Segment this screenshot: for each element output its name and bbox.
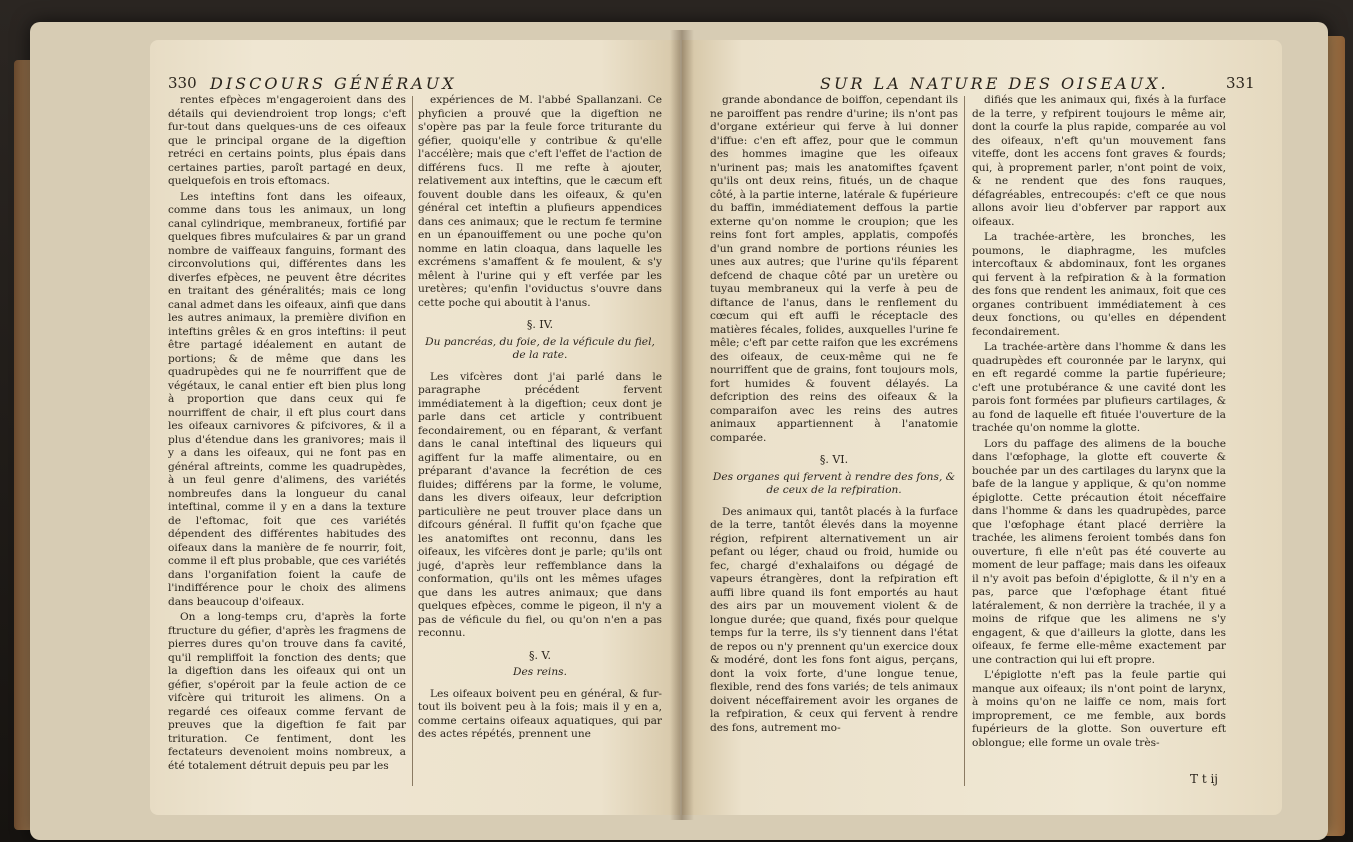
section-heading: §. VI.: [819, 453, 849, 466]
paragraph: L'épiglotte n'eft pas la feule partie qui manque aux oifeaux; ils n'ont point de larynx, à moins qu'on ne laiffe ce nom, mais fort improprement, ce me femble, aux bords fupérieurs de la glotte. Son ouverture eft oblongue; elle forme un ovale très-: [972, 669, 1226, 749]
paragraph: Les oifeaux boivent peu en général, & fur-tout ils boivent peu à la fois; mais il y en a, comme certains oifeaux aquatiques, qui par des actes répétés, prennent une: [418, 687, 662, 740]
book-gutter: [670, 30, 694, 820]
left-page-number: 330: [168, 74, 197, 92]
right-column-2: [972, 94, 1226, 752]
signature-mark: T t ij: [1190, 772, 1219, 786]
paragraph: On a long-temps cru, d'après la forte ftructure du géfier, d'après les fragmens de pierres dures qu'on trouve dans fa cavité, qu'il rempliffoit la fonction des dents; que la digeftion dans les oifeaux qui ont un géfier, s'opéroit par la feule action de ce vifcère qui trituroit les alimens. On a regardé ces oifeaux comme fervant de preuves que la digeftion fe fait par trituration. Ce fentiment, dont les fectateurs devenoient moins nombreux, a été totalement détruit depuis peu par les: [168, 611, 406, 772]
paragraph: Les vifcères dont j'ai parlé dans le paragraphe précédent fervent immédiatement à la digeftion; ceux dont je parle dans cet article y contribuent fecondairement, ou en féparant, & verfant dans le canal inteftinal des liqueurs qui agiffent fur la maffe alimentaire, ou en préparant d'avance la fecrétion de ces fluides; différens par la forme, le volume, dans les divers oifeaux, leur defcription particulière ne peut trouver place dans un difcours général. Il fuffit qu'on fçache que les anatomiftes ont reconnu, dans les oifeaux, les vifcères dont je parle; qu'ils ont jugé, d'après leur reffemblance dans la conformation, qu'ils ont les mêmes ufages que dans les autres animaux; que dans quelques efpèces, comme le pigeon, il n'y a pas de véficule du fiel, ou qu'on n'en a pas reconnu.: [418, 370, 662, 639]
paragraph: La trachée-artère, les bronches, les poumons, le diaphragme, les mufcles intercoftaux & abdominaux, font les organes qui fervent à la refpiration & à la formation des fons que rendent les animaux, foit que ces organes contribuent immédiatement à ces deux fonctions, ou qu'elles en dépendent fecondairement.: [972, 231, 1226, 338]
paragraph: difiés que les animaux qui, fixés à la furface de la terre, y refpirent toujours le même air, dont la courfe la plus rapide, comparée au vol des oifeaux, n'eft qu'un mouvement fans viteffe, dont les accens font graves & fourds; qui, à proprement parler, n'ont point de voix, & ne rendent que des fons rauques, défagréables, entrecoupés: c'eft ce que nous allons avoir lieu d'obferver par rapport aux oifeaux.: [972, 94, 1226, 228]
section-subtitle: Du pancréas, du foie, de la véficule du fiel, de la rate.: [425, 335, 655, 361]
paragraph: expériences de M. l'abbé Spallanzani. Ce phyficien a prouvé que la digeftion ne s'opère pas par la feule force triturante du géfier, quoiqu'elle y contribue & qu'elle l'accélère; mais que c'eft l'effet de l'action de différens fucs. Il me refte à ajouter, relativement aux inteftins, que le cæcum eft fouvent double dans les oifeaux, & qu'en général cet inteftin a plufieurs appendices dans ces animaux; que le rectum fe termine en un épanouiffement ou une poche qu'on nomme en latin cloaqua, dans laquelle les excrémens s'amaffent & fe moulent, & s'y mêlent à l'urine qui y eft verfée par les uretères; qu'enfin l'oviductus s'ouvre dans cette poche qui aboutit à l'anus.: [418, 94, 662, 309]
paragraph: Des animaux qui, tantôt placés à la furface de la terre, tantôt élevés dans la moyenne région, refpirent alternativement un air pefant ou léger, chaud ou froid, humide ou fec, chargé d'exhalaifons ou dégagé de vapeurs étrangères, dont la refpiration eft auffi libre quand ils font emportés au haut des airs par un mouvement violent & de longue durée; que quand, fixés pour quelque temps fur la terre, ils s'y tiennent dans l'état de repos ou n'y prennent qu'un exercice doux & modéré, dont les fons font aigus, perçans, dont la voix forte, d'une longue tenue, flexible, rend des fons variés; de tels animaux doivent néceffairement avoir les organes de la refpiration, & ceux qui fervent à rendre des fons, autrement mo-: [710, 505, 958, 734]
left-running-head: DISCOURS GÉNÉRAUX: [210, 74, 457, 93]
column-rule: [412, 96, 413, 786]
column-rule: [964, 96, 965, 786]
paragraph: La trachée-artère dans l'homme & dans les quadrupèdes eft couronnée par le larynx, qui en eft regardé comme la partie fupérieure; c'eft une protubérance & une cavité dont les parois font formées par plufieurs cartilages, & au fond de laquelle eft fituée l'ouverture de la trachée qu'on nomme la glotte.: [972, 341, 1226, 434]
left-column-1: [168, 94, 406, 775]
section-heading: §. V.: [528, 648, 551, 662]
right-running-head: SUR LA NATURE DES OISEAUX.: [820, 74, 1169, 93]
paragraph: rentes efpèces m'engageroient dans des détails qui deviendroient trop longs; c'eft fur-tout dans quelques-uns de ces oifeaux que le principal organe de la digeftion retréci en certains points, plus épais dans certaines parties, paroît partagé en deux, quelquefois en trois eftomacs.: [168, 94, 406, 187]
paragraph: Lors du paffage des alimens de la bouche dans l'œfophage, la glotte eft couverte & bouchée par un des cartilages du larynx que la bafe de la langue y applique, & qu'on nomme épiglotte. Cette précaution étoit néceffaire dans l'homme & dans les quadrupèdes, parce que l'œfophage étant placé derrière la trachée, les alimens feroient tombés dans fon ouverture, fi elle n'eût pas été couverte au moment de leur paffage; mais dans les oifeaux il n'y avoit pas befoin d'épiglotte, & il n'y en a pas, parce que l'œfophage étant fitué latéralement, & non derrière la trachée, il y a moins de rifque que les alimens ne s'y engagent, & que d'ailleurs la glotte, dans les oifeaux, fe ferme elle-même exactement par une contraction qui lui eft propre.: [972, 437, 1226, 666]
section-subtitle: Des organes qui fervent à rendre des fons, & de ceux de la refpiration.: [712, 470, 956, 496]
paragraph: grande abondance de boiffon, cependant ils ne paroiffent pas rendre d'urine; ils n'ont pas d'organe extérieur qui ferve à lui donner d'iffue: c'en eft affez, pour que le commun des hommes imagine que les oifeaux n'urinent pas; mais les anatomiftes fçavent qu'ils ont deux reins, fitués, un de chaque côté, à la partie interne, latérale & fupérieure du baffin, immédiatement deffous la partie externe qu'on nomme le croupion; que les reins font fort amples, applatis, compofés d'un grand nombre de portions réunies les unes aux autres; que l'urine qu'ils féparent defcend de chaque côté par un uretère ou tuyau membraneux qui la verfe à peu de diftance de l'anus, dans le renflement du cœcum qui eft auffi le réceptacle des matières fécales, folides, auxquelles l'urine fe mêle; c'eft par cette raifon que les excrémens des oifeaux, de ceux-même qui ne fe nourriffent que de grains, font toujours mols, fort humides & fouvent délayés. La defcription des reins des oifeaux & la comparaifon avec les reins des autres animaux appartiennent à l'anatomie comparée.: [710, 94, 958, 444]
right-page-number: 331: [1226, 74, 1255, 92]
section-heading: §. IV.: [526, 318, 554, 331]
paragraph: Les inteftins font dans les oifeaux, comme dans tous les animaux, un long canal cylindrique, membraneux, fortifié par quelques fibres mufculaires & par un grand nombre de vaiffeaux fanguins, formant des circonvolutions qui, différentes dans les diverfes efpèces, ne peuvent être décrites en traitant des généralités; mais ce long canal admet dans les oifeaux, ainfi que dans les autres animaux, la première divifion en inteftins grêles & en gros inteftins: il peut être partagé idéalement en autant de portions; & de même que dans les quadrupèdes qui ne fe nourriffent que de végétaux, le canal entier eft bien plus long à proportion que dans ceux qui fe nourriffent de chair, il eft plus court dans les oifeaux carnivores & pifcivores, & il a plus d'étendue dans les granivores; mais il y a dans les oifeaux, qui ne font pas en général aftreints, comme les quadrupèdes, à un feul genre d'alimens, des variétés nombreufes dans la longueur du canal inteftinal, comme il y en a dans la texture de l'eftomac, foit que ces variétés dépendent des différentes habitudes des oifeaux dans la manière de fe nourrir, foit, comme il eft plus probable, que ces variétés dans l'organifation foient la caufe de l'indifférence pour le choix des alimens dans beaucoup d'oifeaux.: [168, 190, 406, 608]
section-subtitle: Des reins.: [513, 666, 567, 678]
left-column-2: [418, 94, 662, 744]
right-column-1: [710, 94, 958, 737]
